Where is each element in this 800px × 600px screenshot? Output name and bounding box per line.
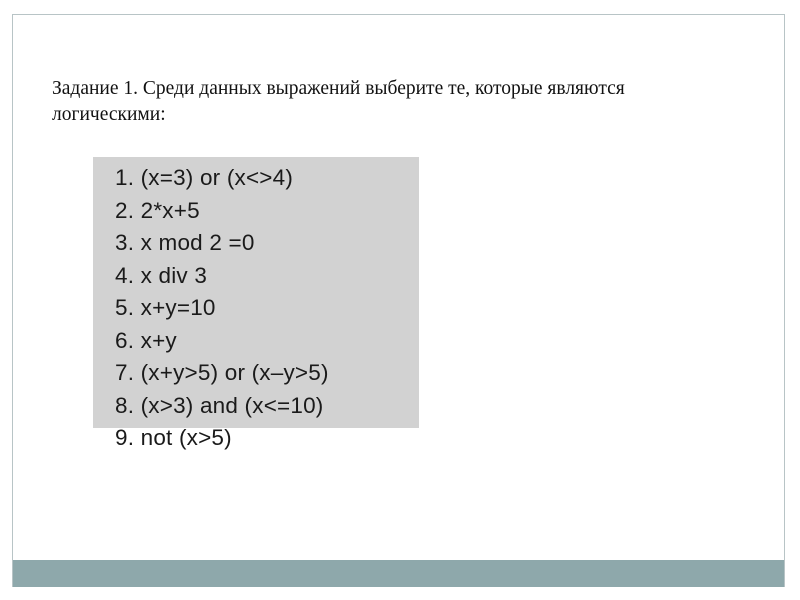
expression-item: 9. not (x>5): [115, 425, 232, 450]
expressions-list: [115, 162, 329, 455]
footer-bar: [13, 560, 784, 587]
slide: [12, 14, 785, 587]
task-text: Задание 1. Среди данных выражений выберите те, которые являются логическими:: [52, 78, 625, 125]
expression-item: 1. (x=3) or (x<>4): [115, 165, 294, 190]
expression-item: 6. x+y: [115, 327, 177, 353]
expression-item: 7. (x+y>5) or (x–y>5): [115, 360, 329, 385]
expression-item: 2. 2*x+5: [115, 197, 200, 223]
expression-item: 3. x mod 2 =0: [115, 230, 255, 255]
expression-item: 4. x div 3: [115, 262, 208, 288]
expression-item: 5. x+y=10: [115, 295, 216, 320]
expressions-image: [93, 157, 419, 450]
expression-item: 8. (x>3) and (x<=10): [115, 392, 324, 418]
